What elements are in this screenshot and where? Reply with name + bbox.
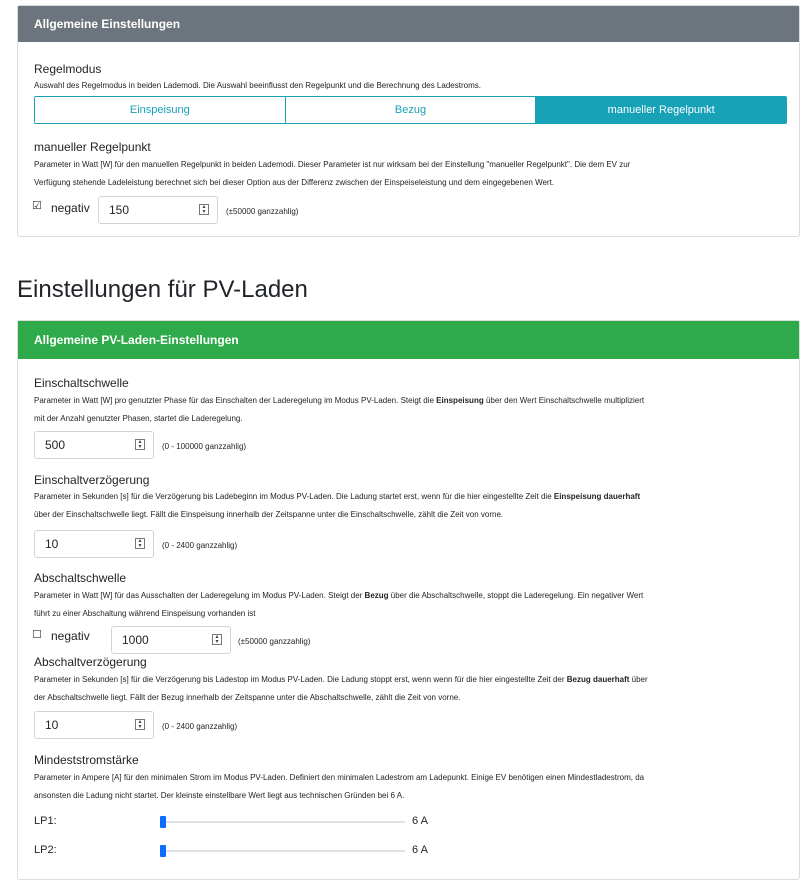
- abschaltverzoegerung-input[interactable]: [34, 711, 154, 739]
- general-settings-card: [17, 5, 800, 237]
- einschaltschwelle-hint: (0 - 100000 ganzzahlig): [162, 442, 247, 451]
- spinner-icon[interactable]: ▴ ▾: [199, 204, 209, 215]
- einschaltschwelle-title: Einschaltschwelle: [34, 376, 129, 390]
- abschaltschwelle-hint: (±50000 ganzzahlig): [238, 637, 311, 646]
- page-title: Einstellungen für PV-Laden: [17, 276, 308, 303]
- manual-regelpunkt-hint: (±50000 ganzzahlig): [226, 207, 299, 216]
- mindeststrom-desc-2: ansonsten die Ladung nicht startet. Der kleinste einstellbare Wert liegt aus technischen Gründen bei 6 A.: [34, 791, 405, 800]
- abschaltschwelle-input[interactable]: [111, 626, 231, 654]
- pv-settings-header: Allgemeine PV-Laden-Einstellungen: [18, 321, 799, 359]
- abschaltschwelle-desc-1: Parameter in Watt [W] für das Ausschalten der Laderegelung im Modus PV-Laden. Steigt der Bezug über die Abschaltschwelle, stoppt die Laderegelung. Ein negativer Wert: [34, 591, 644, 600]
- spinner-icon[interactable]: ▴ ▾: [135, 719, 145, 730]
- einschaltschwelle-value: 500: [45, 438, 66, 452]
- pv-settings-card: [17, 320, 800, 880]
- regelmodus-desc: Auswahl des Regelmodus in beiden Lademodi. Die Auswahl beeinflusst den Regelpunkt und die Berechnung des Ladestroms.: [34, 81, 481, 90]
- manual-regelpunkt-input[interactable]: [98, 196, 218, 224]
- abschaltschwelle-title: Abschaltschwelle: [34, 571, 127, 585]
- abschaltschwelle-value: 1000: [122, 633, 149, 647]
- abschaltschwelle-desc-2: führt zu einer Abschaltung während Einspeisung vorhanden ist: [34, 609, 256, 618]
- manual-negative-checkbox[interactable]: ☑: [32, 200, 42, 212]
- abschaltverzoegerung-value: 10: [45, 718, 59, 732]
- regelmodus-title: Regelmodus: [34, 62, 102, 76]
- einschaltschwelle-desc-1: Parameter in Watt [W] pro genutzter Phase für das Einschalten der Laderegelung im Modus PV-Laden. Steigt die Einspeisung über den Wert Einschaltschwelle multipliziert: [34, 396, 645, 405]
- einschaltverzoegerung-desc-1: Parameter in Sekunden [s] für die Verzögerung bis Ladebeginn im Modus PV-Laden. Die Ladung startet erst, wenn für die hier eingestellte Zeit die Einspeisung dauerhaft: [34, 492, 641, 501]
- abschaltverzoegerung-hint: (0 - 2400 ganzzahlig): [162, 722, 238, 731]
- einschaltverzoegerung-input[interactable]: [34, 530, 154, 558]
- manual-negative-label: negativ: [51, 201, 90, 215]
- lp1-value: 6 A: [412, 815, 428, 827]
- general-settings-header: Allgemeine Einstellungen: [18, 6, 799, 42]
- abschaltverzoegerung-desc-1: Parameter in Sekunden [s] für die Verzögerung bis Ladestop im Modus PV-Laden. Die Ladung stoppt erst, wenn wenn für die hier eingestellte Zeit der Bezug dauerhaft über: [34, 675, 648, 684]
- einschaltverzoegerung-title: Einschaltverzögerung: [34, 473, 150, 487]
- spinner-icon[interactable]: ▴ ▾: [135, 538, 145, 549]
- manual-regelpunkt-desc-1: Parameter in Watt [W] für den manuellen Regelpunkt in beiden Lademodi. Dieser Parameter ist nur wirksam bei der Einstellung "manueller Regelpunkt". Die dem EV zur: [34, 160, 631, 169]
- mindeststrom-desc-1: Parameter in Ampere [A] für den minimalen Strom im Modus PV-Laden. Definiert den minimalen Ladestrom am Ladepunkt. Einige EV benötigen einen Mindestladestrom, da: [34, 773, 645, 782]
- einschaltverzoegerung-hint: (0 - 2400 ganzzahlig): [162, 541, 238, 550]
- regelmodus-button-group: [34, 96, 787, 124]
- manual-regelpunkt-title: manueller Regelpunkt: [34, 140, 151, 154]
- lp2-label: LP2:: [34, 844, 57, 856]
- spinner-icon[interactable]: ▴ ▾: [212, 634, 222, 645]
- abschaltverzoegerung-desc-2: der Abschaltschwelle liegt. Fällt der Bezug innerhalb der Zeitspanne unter die Abschaltschwelle, zählt die Zeit von vorne.: [34, 693, 461, 702]
- lp2-slider-thumb[interactable]: [160, 845, 166, 857]
- einschaltschwelle-input[interactable]: [34, 431, 154, 459]
- einschaltverzoegerung-value: 10: [45, 537, 59, 551]
- manual-regelpunkt-desc-2: Verfügung stehende Ladeleistung berechnet sich bei dieser Option aus der Differenz zwischen der Einspeiseleistung und dem eingegebenen Wert.: [34, 178, 555, 187]
- lp1-slider-thumb[interactable]: [160, 816, 166, 828]
- manual-regelpunkt-value: 150: [109, 203, 130, 217]
- lp1-label: LP1:: [34, 815, 57, 827]
- mindeststrom-title: Mindeststromstärke: [34, 753, 139, 767]
- abschalt-negative-label: negativ: [51, 629, 90, 643]
- lp2-value: 6 A: [412, 844, 428, 856]
- einschaltverzoegerung-desc-2: über der Einschaltschwelle liegt. Fällt die Einspeisung innerhalb der Zeitspanne unter die Einschaltschwelle, zählt die Zeit von vorne.: [34, 510, 504, 519]
- lp2-slider-track[interactable]: [160, 850, 405, 852]
- abschalt-negative-checkbox[interactable]: ☐: [32, 629, 42, 641]
- regelmodus-option-bezug[interactable]: Bezug: [286, 97, 537, 123]
- einschaltschwelle-desc-2: mit der Anzahl genutzter Phasen, startet die Laderegelung.: [34, 414, 243, 423]
- regelmodus-option-einspeisung[interactable]: Einspeisung: [35, 97, 286, 123]
- regelmodus-option-manuell[interactable]: manueller Regelpunkt: [536, 97, 786, 123]
- abschaltverzoegerung-title: Abschaltverzögerung: [34, 655, 147, 669]
- lp1-slider-track[interactable]: [160, 821, 405, 823]
- spinner-icon[interactable]: ▴ ▾: [135, 439, 145, 450]
